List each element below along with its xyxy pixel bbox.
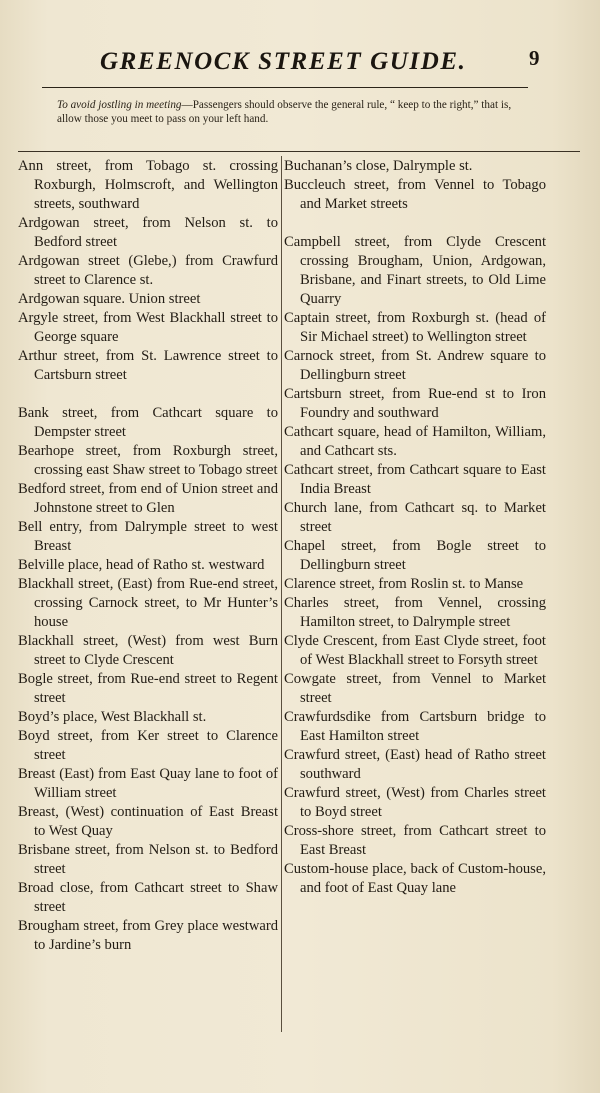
- street-entry: Belville place, head of Ratho st. westward: [18, 557, 265, 573]
- street-entry: Bell entry, from Dalrymple street to west Breast: [18, 519, 278, 554]
- street-entry: Bearhope street, from Roxburgh street, crossing east Shaw street to Tobago street: [18, 443, 278, 478]
- street-entry: Breast, (West) continuation of East Breast to West Quay: [18, 804, 278, 839]
- street-entry: Chapel street, from Bogle street to Dellingburn street: [284, 538, 546, 573]
- street-entry: Buccleuch street, from Vennel to Tobago and Market streets: [284, 177, 546, 212]
- page-number: 9: [529, 46, 540, 70]
- street-entry: Custom-house place, back of Custom-house, and foot of East Quay lane: [284, 861, 546, 896]
- street-entry: Ann street, from Tobago st. crossing Roxburgh, Holmscroft, and Wellington streets, southward: [18, 158, 278, 212]
- street-entry: Bogle street, from Rue-end street to Regent street: [18, 671, 278, 706]
- street-entry: Buchanan’s close, Dalrymple st.: [284, 158, 473, 174]
- notice-text: —Passengers should observe the general rule, “ keep to the right,” that is, allow those you meet to pass on your left hand.: [57, 99, 512, 125]
- street-entry: Arthur street, from St. Lawrence street to Cartsburn street: [18, 348, 278, 383]
- street-entry: Charles street, from Vennel, crossing Hamilton street, to Dalrymple street: [284, 595, 546, 630]
- street-entry: Blackhall street, (East) from Rue-end street, crossing Carnock street, to Mr Hunter’s house: [18, 576, 278, 630]
- street-entry: Cowgate street, from Vennel to Market street: [284, 671, 546, 706]
- street-entry: Brisbane street, from Nelson st. to Bedford street: [18, 842, 278, 877]
- street-entry: Ardgowan street, from Nelson st. to Bedford street: [18, 215, 278, 250]
- street-entry: Carnock street, from St. Andrew square to Dellingburn street: [284, 348, 546, 383]
- street-entry: Cross-shore street, from Cathcart street to East Breast: [284, 823, 546, 858]
- street-entry: Broad close, from Cathcart street to Shaw street: [18, 880, 278, 915]
- street-entry: Clyde Crescent, from East Clyde street, foot of West Blackhall street to Forsyth street: [284, 633, 546, 668]
- street-entry: Brougham street, from Grey place westward to Jardine’s burn: [18, 918, 278, 953]
- street-entry: Boyd’s place, West Blackhall st.: [18, 709, 207, 725]
- street-entry: Blackhall street, (West) from west Burn street to Clyde Crescent: [18, 633, 278, 668]
- column-divider: [281, 156, 282, 1032]
- street-entry: Ardgowan street (Glebe,) from Crawfurd street to Clarence st.: [18, 253, 278, 288]
- notice-rule: [18, 151, 580, 152]
- street-entry: Cartsburn street, from Rue-end st to Iron Foundry and southward: [284, 386, 546, 421]
- street-entry: Crawfurdsdike from Cartsburn bridge to East Hamilton street: [284, 709, 546, 744]
- street-entry: Cathcart square, head of Hamilton, William, and Cathcart sts.: [284, 424, 546, 459]
- street-entry: Breast (East) from East Quay lane to foot of William street: [18, 766, 278, 801]
- street-entry: Argyle street, from West Blackhall street to George square: [18, 310, 278, 345]
- running-title: GREENOCK STREET GUIDE.: [100, 48, 467, 75]
- street-entry: Ardgowan square. Union street: [18, 291, 201, 307]
- right-column: [284, 157, 546, 898]
- notice-paragraph: [57, 98, 527, 126]
- street-entry: Clarence street, from Roslin st. to Manse: [284, 576, 524, 592]
- street-entry: Campbell street, from Clyde Crescent crossing Brougham, Union, Ardgowan, Brisbane, and Finart streets, to Old Lime Quarry: [284, 234, 546, 307]
- street-entry: Church lane, from Cathcart sq. to Market street: [284, 500, 546, 535]
- street-entry: Boyd street, from Ker street to Clarence street: [18, 728, 278, 763]
- street-entry: Captain street, from Roxburgh st. (head of Sir Michael street) to Wellington street: [284, 310, 546, 345]
- street-entry: Bedford street, from end of Union street and Johnstone street to Glen: [18, 481, 278, 516]
- notice-lead: To avoid jostling in meeting: [57, 99, 182, 111]
- header-rule: [42, 87, 528, 88]
- page-header: [0, 42, 600, 82]
- street-entry: Bank street, from Cathcart square to Dempster street: [18, 405, 278, 440]
- left-column: [18, 157, 278, 955]
- street-entry: Crawfurd street, (East) head of Ratho street southward: [284, 747, 546, 782]
- street-entry: Cathcart street, from Cathcart square to East India Breast: [284, 462, 546, 497]
- street-entry: Crawfurd street, (West) from Charles street to Boyd street: [284, 785, 546, 820]
